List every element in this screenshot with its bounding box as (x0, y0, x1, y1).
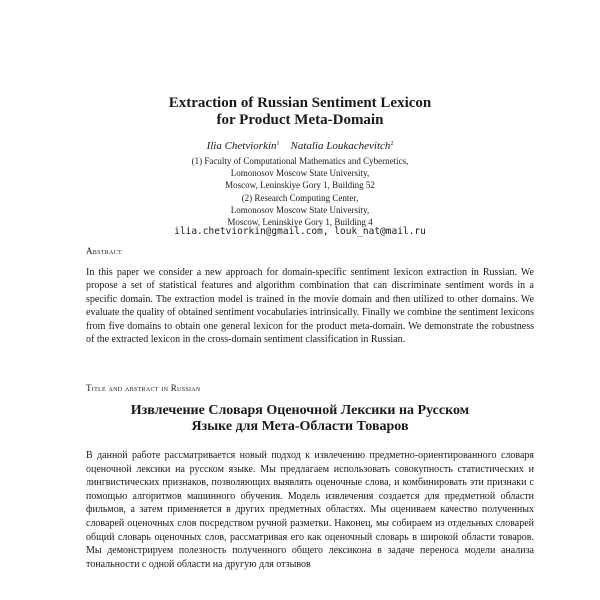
affiliation-line: (2) Research Computing Center, (241, 192, 359, 203)
russian-abstract-text: В данной работе рассматривается новый подход к извлечению предметно-ориентированного словаря оценочной лексики на русском языке. Мы предлагаем использовать совокупность статистических и лингвистических признаков, позволяющих выявлять оценочные слова, и комбинировать эти признаки с помощью алгоритмов машинного обучения. Модель извлечения создается для предметной области фильмов, а затем применяется в других предметных областях. Мы оцениваем качество полученных словарей оценочных слов посредством ручной разметки. Наконец, мы собираем из отдельных словарей общий словарь оценочных слов, рассматривая его как оценочный словарь в широкой области товаров. Мы демонстрируем полезность полученного общего лексикона в задаче переноса модели анализа тональности с одной области на другую для отзывов (86, 450, 534, 570)
abstract-text: In this paper we consider a new approach for domain-specific sentiment lexicon extraction in Russian. We propose a set of statistical features and algorithm combination that can discriminate sentiment words in a specific domain. The extraction model is trained in the movie domain and then utilized to other domains. We evaluate the quality of obtained sentiment vocabularies intrinsically. Finally we combine the sentiment lexicons from five domains to obtain one general lexicon for the product meta-domain. We demonstrate the robustness of the extracted lexicon in the cross-domain sentiment classification in Russian. (86, 267, 534, 346)
paper-title-line-1: Extraction of Russian Sentiment Lexicon (168, 95, 432, 111)
affiliation-line: (1) Faculty of Computational Mathematics and Cybernetics, (191, 156, 409, 166)
paper-title (0, 95, 600, 129)
author-name: Ilia Chetviorkin (206, 140, 277, 152)
affiliation-line: Lomonosov Moscow State University, (230, 204, 370, 215)
russian-title-line-2: Языке для Мета-Области Товаров (191, 419, 409, 434)
affiliation-line: Moscow, Leninskiye Gory 1, Building 4 (227, 217, 373, 228)
author-name: Natalia Loukachevitch (290, 140, 391, 152)
affiliation-line: Lomonosov Moscow State University, (230, 168, 370, 179)
paper-title-line-2: for Product Meta-Domain (216, 112, 384, 128)
abstract-heading: Abstract (86, 246, 122, 256)
affiliation-line: Moscow, Leninskiye Gory 1, Building 52 (225, 180, 375, 191)
author-list (0, 140, 600, 152)
author-affiliation-mark: 1 (276, 141, 280, 147)
author-emails: ilia.chetviorkin@gmail.com, louk_nat@mail.ru (174, 226, 426, 237)
affiliations (0, 155, 600, 228)
author-affiliation-mark: 2 (390, 141, 394, 147)
russian-title-line-1: Извлечение Словаря Оценочной Лексики на Русском (130, 403, 470, 418)
russian-section-heading: Title and abstract in Russian (86, 383, 201, 393)
russian-title (0, 403, 600, 435)
